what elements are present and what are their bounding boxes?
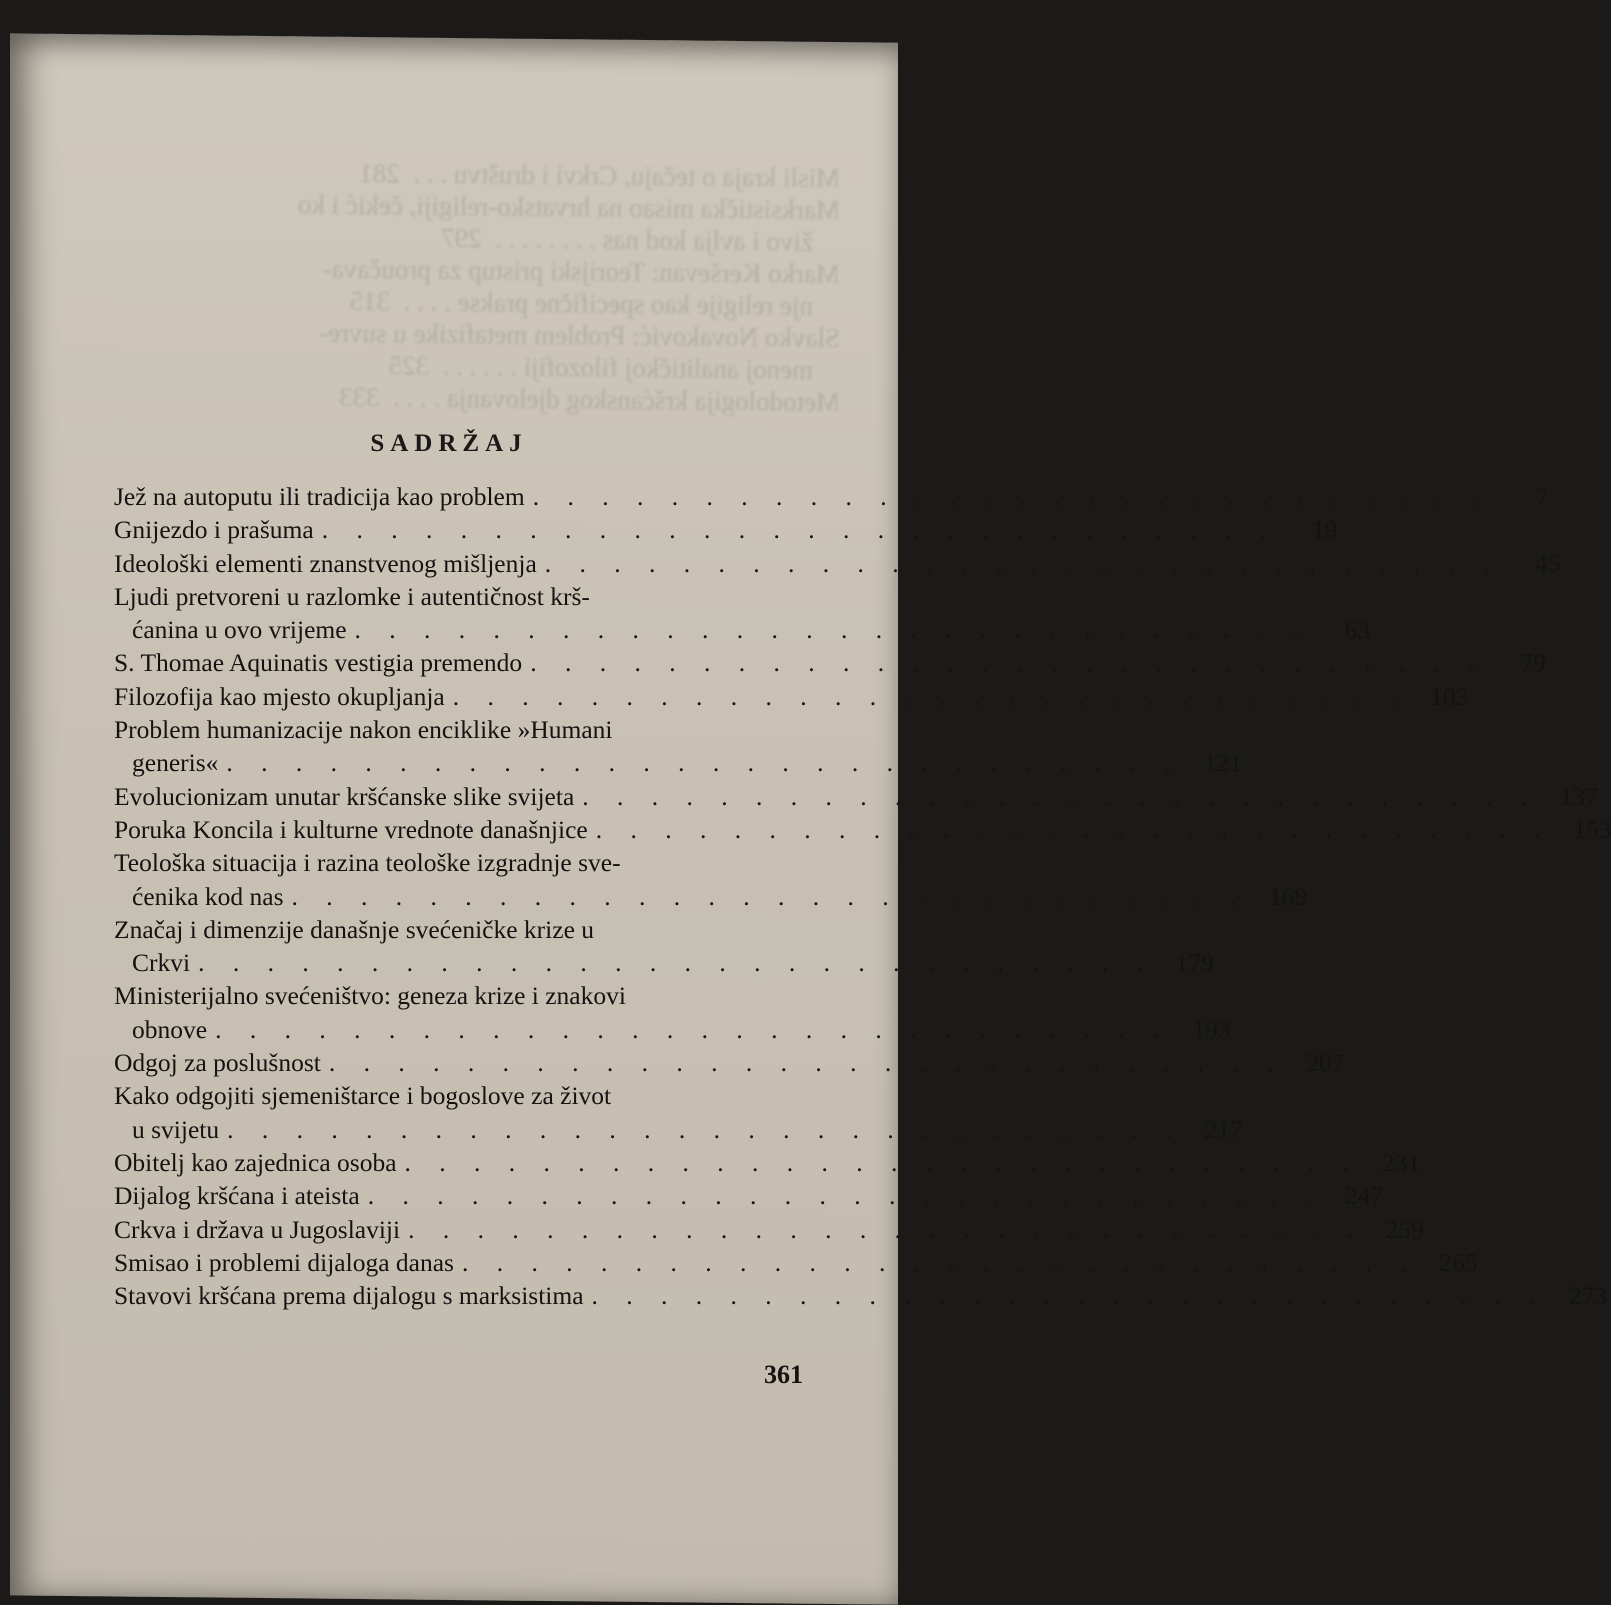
toc-entry-title-continuation: u svijetu — [132, 1114, 220, 1144]
toc-entry-title-continuation: ćenika kod nas — [132, 881, 284, 911]
toc-entry-title: Gnijezdo i prašuma — [114, 515, 314, 545]
toc-entry-page: 207 — [1306, 1048, 1345, 1078]
toc-entry-title: Smisao i problemi dijaloga danas — [114, 1247, 454, 1277]
toc-entry — [114, 1046, 1345, 1079]
leader-dots: . . . . . . . . . . . . . . . . . . . . . . . . . . . . — [328, 1048, 1285, 1078]
toc-entry-title: Stavovi kršćana prema dijalogu s marksistima — [114, 1281, 584, 1311]
toc-entry — [114, 1179, 1384, 1212]
toc-entry — [114, 846, 1308, 913]
toc-entry — [114, 1246, 1478, 1279]
leader-dots: . . . . . . . . . . . . . . . . . . . . . . . . . . . . — [291, 881, 1248, 911]
leader-dots: . . . . . . . . . . . . . . . . . . . . . . . . . . . . — [215, 1014, 1171, 1044]
toc-entry — [114, 1079, 1243, 1146]
toc-entry-title: Dijalog kršćana i ateista — [114, 1181, 360, 1211]
leader-dots: . . . . . . . . . . . . . . . . . . . . . . . . . . . . — [321, 515, 1278, 545]
toc-entry — [114, 780, 1598, 813]
toc-entry-title: Problem humanizacije nakon enciklike »Humani — [114, 715, 613, 745]
toc-entry — [114, 913, 1214, 980]
leader-dots: . . . . . . . . . . . . . . . . . . . . . . . . . . . . — [226, 748, 1183, 778]
leader-dots: . . . . . . . . . . . . . . . . . . . . . . . . . . . . — [198, 948, 1154, 978]
toc-entry-page: 273 — [1568, 1281, 1608, 1311]
toc-entry-page: 217 — [1204, 1114, 1243, 1144]
toc-entry-title: Teološka situacija i razina teološke izgradnje sve- — [114, 848, 621, 878]
toc-entry-title: Jež na autoputu ili tradicija kao problem — [114, 482, 525, 511]
toc-entry-title: Ljudi pretvoreni u razlomke i autentičnost krš- — [114, 581, 590, 611]
toc-entry — [114, 680, 1469, 713]
toc-entry-page: 137 — [1559, 781, 1598, 811]
toc-entry — [114, 713, 1243, 780]
toc-entry — [114, 547, 1561, 580]
leader-dots: . . . . . . . . . . . . . . . . . . . . . . . . . . . . — [408, 1214, 1364, 1244]
leader-dots: . . . . . . . . . . . . . . . . . . . . . . . . . . . . — [582, 781, 1538, 811]
toc-entry-page: 265 — [1439, 1247, 1478, 1277]
leader-dots: . . . . . . . . . . . . . . . . . . . . . . . . . . . . — [544, 548, 1501, 578]
toc-entry-page: 231 — [1381, 1147, 1421, 1177]
toc-entry — [114, 480, 1549, 513]
toc-entry-title: Kako odgojiti sjemeništarce i bogoslove za život — [114, 1081, 612, 1111]
toc-entry-title: Ideološki elementi znanstvenog mišljenja — [114, 548, 537, 578]
toc-entry-page: 193 — [1192, 1014, 1231, 1044]
toc-entry-title-continuation: ćanina u ovo vrijeme — [132, 615, 347, 645]
leader-dots: . . . . . . . . . . . . . . . . . . . . . . . . . . . . — [461, 1247, 1418, 1277]
page-title: SADRŽAJ — [370, 430, 528, 457]
toc-entry-title-continuation: obnove — [132, 1014, 208, 1044]
toc-entry-page: 79 — [1520, 648, 1546, 678]
toc-entry — [114, 1146, 1421, 1179]
toc-entry-page: 45 — [1534, 548, 1561, 578]
toc-entry-page: 259 — [1385, 1214, 1424, 1244]
toc-entry-page: 103 — [1430, 681, 1469, 711]
toc-entry-title: Filozofija kao mjesto okupljanja — [114, 681, 445, 711]
toc-entry — [114, 1213, 1424, 1246]
leader-dots: . . . . . . . . . . . . . . . . . . . . . . . . . . . . — [404, 1147, 1361, 1177]
toc-entry-title: Odgoj za poslušnost — [114, 1048, 321, 1078]
toc-entry-title: Poruka Koncila i kulturne vrednote današnjice — [114, 814, 588, 844]
leader-dots: . . . . . . . . . . . . . . . . . . . . . . . . . . . . — [452, 681, 1409, 711]
table-of-contents — [114, 480, 1611, 1312]
leader-dots: . . . . . . . . . . . . . . . . . . . . . . . . . . . . — [227, 1114, 1183, 1144]
toc-entry — [114, 580, 1371, 647]
toc-entry-title: S. Thomae Aquinatis vestigia premendo — [114, 648, 523, 678]
leader-dots: . . . . . . . . . . . . . . . . . . . . . . . . . . . . — [591, 1281, 1548, 1311]
toc-entry-page: 63 — [1344, 615, 1371, 645]
toc-entry — [114, 1279, 1608, 1312]
toc-entry-page: 7 — [1535, 482, 1549, 511]
toc-entry-title: Ministerijalno svećeništvo: geneza krize i znakovi — [114, 981, 626, 1011]
leader-dots: . . . . . . . . . . . . . . . . . . . . . . . . . . . . — [532, 482, 1489, 511]
show-through-text: Misli kraja o tečaju, Crkvi i društvu . . . 281 Marksistička misao na hrvatsko-religiji, čekić i ko živo i avlja kod nas . . . . . . . . 297 Marko Kerševan: Teorijski pristup za proučava- nje religije kao specifične prakse . . . . 315 Slavko Novaković: Problem metafizike u suvre- menoj analitičkoj filozofiji . . . . . . 325 Metodologija kršćanskog djelovanja . . . . 333 — [297, 158, 840, 418]
toc-entry-title-continuation: generis« — [132, 748, 219, 778]
toc-entry — [114, 646, 1546, 679]
toc-entry-page: 121 — [1203, 748, 1243, 778]
toc-entry-title: Evolucionizam unutar kršćanske slike svijeta — [114, 781, 575, 811]
toc-entry — [114, 513, 1338, 546]
leader-dots: . . . . . . . . . . . . . . . . . . . . . . . . . . . . — [595, 814, 1552, 844]
toc-entry — [114, 813, 1611, 846]
toc-entry-page: 19 — [1311, 515, 1338, 545]
toc-entry-title-continuation: Crkvi — [132, 948, 191, 978]
leader-dots: . . . . . . . . . . . . . . . . . . . . . . . . . . . . — [367, 1181, 1324, 1211]
toc-entry-page: 247 — [1345, 1181, 1384, 1211]
toc-entry-title: Crkva i država u Jugoslaviji — [114, 1214, 401, 1244]
toc-entry-page: 153 — [1573, 814, 1611, 844]
toc-entry-page: 169 — [1268, 881, 1308, 911]
page-number: 361 — [764, 1360, 803, 1389]
toc-entry-page: 179 — [1175, 948, 1214, 978]
toc-entry-title: Značaj i dimenzije današnje svećeničke krize u — [114, 914, 595, 944]
toc-entry — [114, 979, 1231, 1046]
leader-dots: . . . . . . . . . . . . . . . . . . . . . . . . . . . . — [354, 615, 1311, 645]
leader-dots: . . . . . . . . . . . . . . . . . . . . . . . . . . . . — [530, 648, 1486, 678]
toc-entry-title: Obitelj kao zajednica osoba — [114, 1147, 397, 1177]
